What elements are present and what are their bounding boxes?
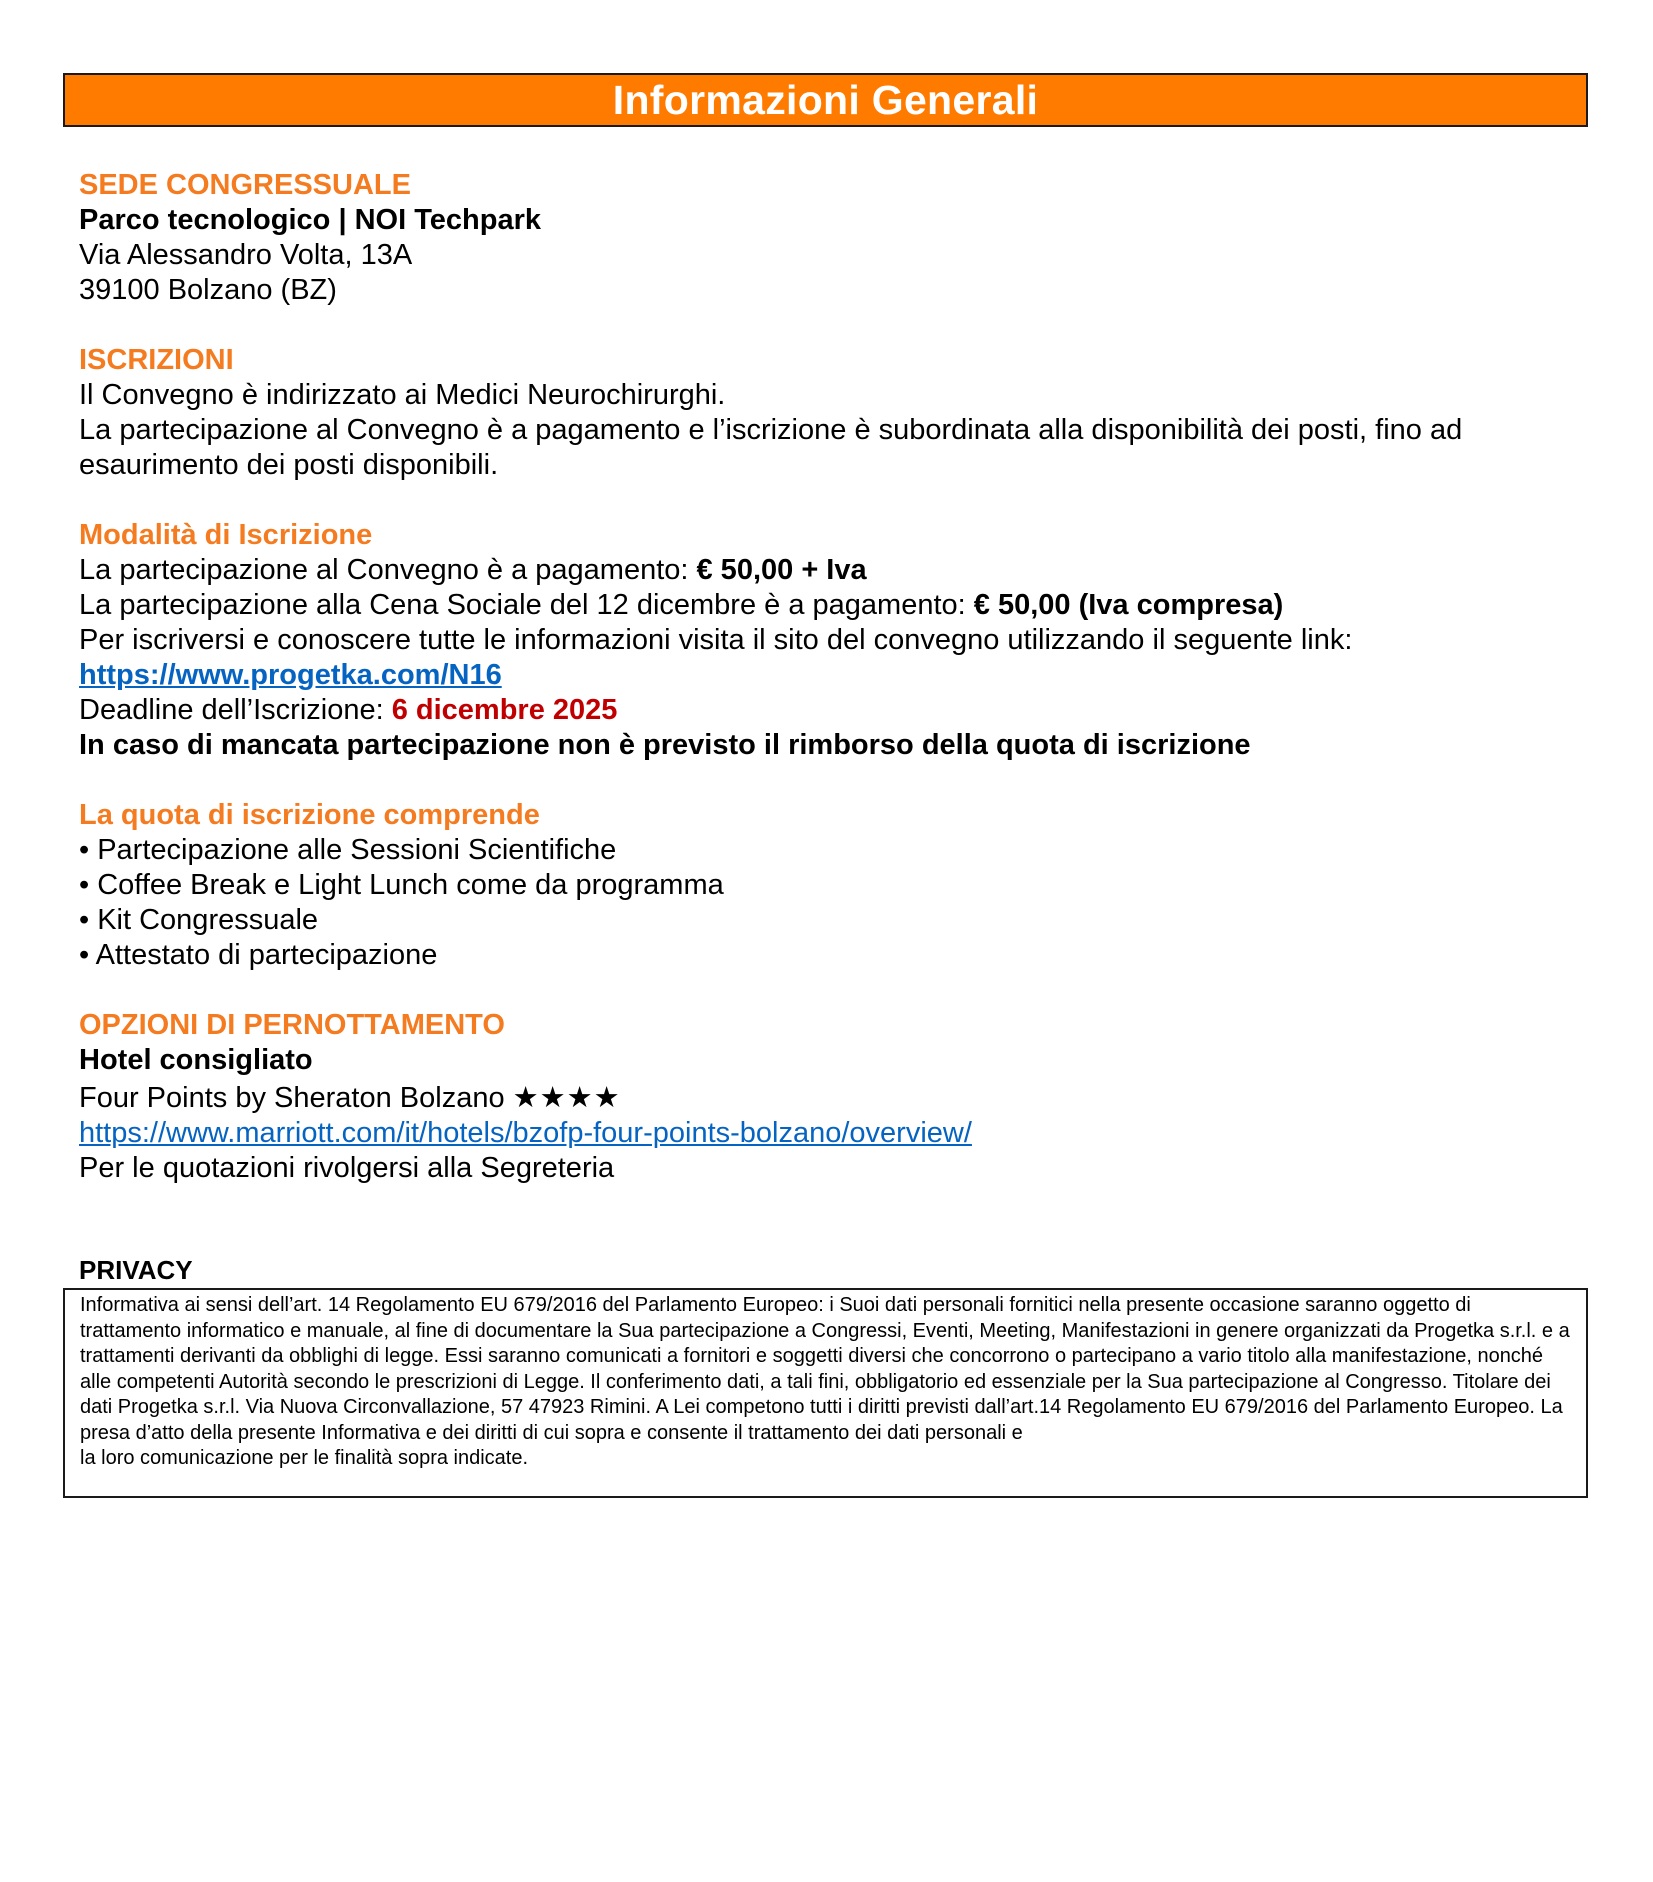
deadline-line [79, 693, 1579, 728]
dinner-fee-label: La partecipazione alla Cena Sociale del 12 dicembre è a pagamento: [79, 589, 974, 621]
registration-info: Per iscriversi e conoscere tutte le informazioni visita il sito del convegno utilizzando il seguente link: [79, 624, 1353, 656]
registration-link-line [79, 658, 1579, 693]
privacy-heading: PRIVACY [79, 1255, 193, 1285]
venue-address-city: 39100 Bolzano (BZ) [79, 274, 337, 306]
privacy-text: Informativa ai sensi dell’art. 14 Regolamento EU 679/2016 del Parlamento Europeo: i Suoi dati personali fornitici nella presente occasione saranno oggetto di trattamento informatico e manuale, al fine di documentare la Sua partecipazione a Congressi, Eventi, Meeting, Manifestazioni in genere organizzati da Progetka s.r.l. e a trattamenti derivanti da obblighi di legge. Essi saranno comunicati a fornitori e soggetti diversi che concorrono o partecipano a vario titolo alla manifestazione, nonché alle competenti Autorità secondo le prescrizioni di Legge. Il conferimento dati, a tali fini, obbligatorio ed essenziale per la Sua partecipazione al Congresso. Titolare dei dati Progetka s.r.l. Via Nuova Circonvallazione, 57 47923 Rimini. A Lei competono tutti i diritti previsti dall’art.14 Regolamento EU 679/2016 del Parlamento Europeo. La presa d’atto della presente Informativa e dei diritti di cui sopra e consente il trattamento dei dati personali e [80, 1294, 1570, 1444]
deadline-date: 6 dicembre 2025 [391, 694, 618, 726]
registration-link[interactable]: https://www.progetka.com/N16 [79, 659, 502, 691]
iscrizioni-audience: Il Convegno è indirizzato ai Medici Neurochirurghi. [79, 379, 726, 411]
iscrizioni-heading: ISCRIZIONI [79, 344, 234, 376]
hotel-link[interactable]: https://www.marriott.com/it/hotels/bzofp-four-points-bolzano/overview/ [79, 1117, 972, 1149]
privacy-box [63, 1288, 1588, 1498]
quota-heading: La quota di iscrizione comprende [79, 799, 540, 831]
dinner-fee-line [79, 588, 1579, 623]
section-pernottamento [79, 1008, 1579, 1186]
list-item: • Partecipazione alle Sessioni Scientifiche [79, 834, 617, 866]
section-iscrizioni [79, 343, 1579, 483]
list-item: • Kit Congressuale [79, 904, 319, 936]
modalita-heading: Modalità di Iscrizione [79, 519, 373, 551]
privacy-text-last: la loro comunicazione per le finalità sopra indicate. [80, 1447, 529, 1469]
pernottamento-heading: OPZIONI DI PERNOTTAMENTO [79, 1009, 505, 1041]
fee-line [79, 553, 1579, 588]
hotel-link-line [79, 1116, 1579, 1151]
hotel-name: Four Points by Sheraton Bolzano [79, 1082, 513, 1114]
venue-name: Parco tecnologico | NOI Techpark [79, 204, 542, 236]
star-rating-icon: ★★★★ [512, 1082, 621, 1114]
hotel-subheading: Hotel consigliato [79, 1044, 313, 1076]
list-item: • Attestato di partecipazione [79, 939, 438, 971]
main-content [79, 168, 1579, 1186]
dinner-fee-value: € 50,00 (Iva compresa) [973, 589, 1284, 621]
section-modalita [79, 518, 1579, 763]
title-banner [63, 73, 1588, 127]
sede-heading: SEDE CONGRESSUALE [79, 169, 411, 201]
page-title: Informazioni Generali [612, 76, 1039, 123]
list-item: • Coffee Break e Light Lunch come da programma [79, 869, 724, 901]
section-quota [79, 798, 1579, 973]
iscrizioni-conditions: La partecipazione al Convegno è a pagamento e l’iscrizione è subordinata alla disponibilità dei posti, fino ad esaurimento dei posti disponibili. [79, 414, 1463, 481]
hotel-line [79, 1081, 1579, 1116]
fee-label: La partecipazione al Convegno è a pagamento: [79, 554, 697, 586]
deadline-label: Deadline dell’Iscrizione: [79, 694, 392, 726]
refund-note: In caso di mancata partecipazione non è previsto il rimborso della quota di iscrizione [79, 729, 1251, 761]
hotel-note: Per le quotazioni rivolgersi alla Segreteria [79, 1152, 615, 1184]
fee-value: € 50,00 + Iva [696, 554, 867, 586]
venue-address-street: Via Alessandro Volta, 13A [79, 239, 413, 271]
section-sede [79, 168, 1579, 308]
